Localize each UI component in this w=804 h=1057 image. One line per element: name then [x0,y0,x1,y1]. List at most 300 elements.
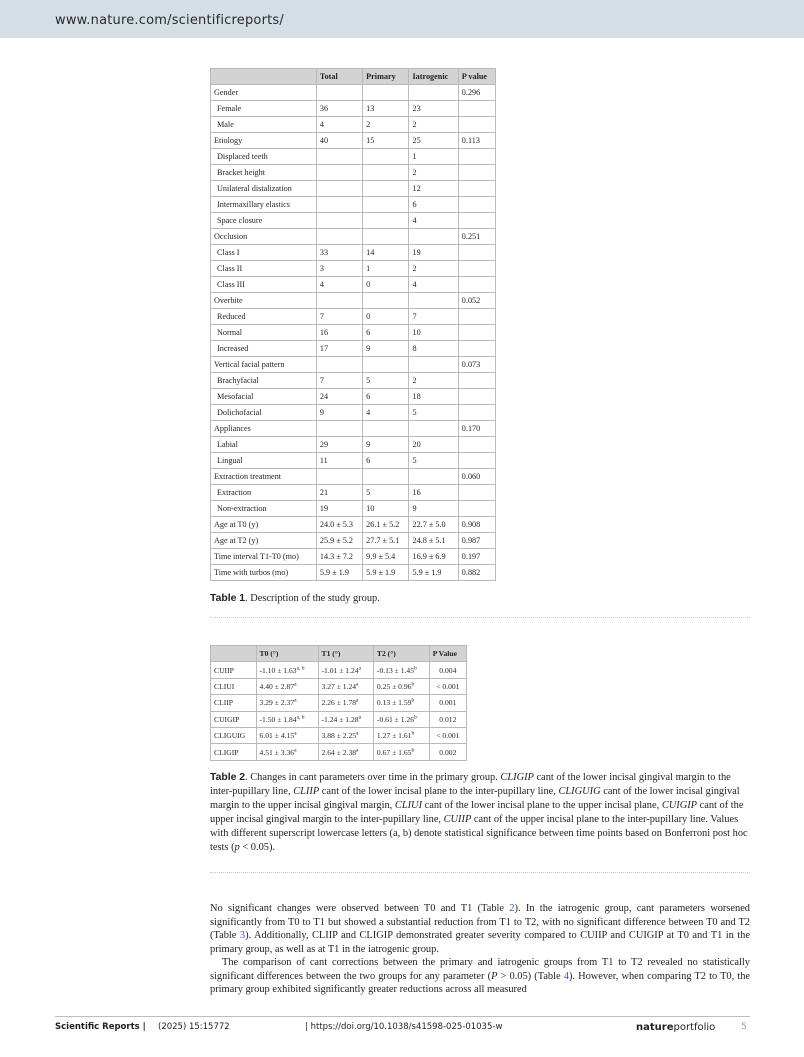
row-label: Mesofacial [211,389,317,405]
table-cell: 5 [363,373,409,389]
table-cell: 7 [409,309,458,325]
table-cell: 10 [409,325,458,341]
table-cell [363,229,409,245]
row-label: Displaced teeth [211,149,317,165]
table-cell [256,711,318,727]
table-row [211,437,496,453]
cell-value: 1.27 ± 1.61 [376,731,412,741]
table-cell: 0.052 [458,293,495,309]
body-text [210,902,750,997]
site-header-bar [0,0,804,38]
table-cell: 4 [363,405,409,421]
table-cell: 0.908 [458,517,495,533]
cell-value: 4.40 ± 2.87 [259,681,295,691]
caption-fragment: CLIIP [293,786,320,797]
site-url[interactable]: www.nature.com/scientificreports/ [55,13,284,28]
text-fragment: The comparison of cant corrections between the primary and iatrogenic groups from T1 to T2 revealed no statistically significant differences between the two groups for any parameter ( [210,957,750,982]
table-reference-link[interactable]: 2 [509,903,515,914]
superscript-letter: a [356,697,359,704]
table-cell [373,727,429,743]
caption-fragment: CLIGUIG [558,786,601,797]
table-cell [363,293,409,309]
superscript-letter: a, b [296,665,305,672]
caption-fragment: < 0.05). [239,842,276,853]
text-fragment: No significant changes were observed between T0 and T1 (Table [210,903,510,914]
caption-fragment: cant of the upper incisal plane to the inter-pupillary line. Values with different superscript lowercase letters (a, b) denote statistical significance between time points based on Bonferroni post hoc tests ( [210,814,748,853]
table-cell [429,678,466,694]
table-cell: 6 [363,325,409,341]
table-row [211,373,496,389]
table-row [211,357,496,373]
table-cell [373,678,429,694]
table-cell: 24 [316,389,362,405]
row-label: CLIIP [211,695,257,711]
row-label: Brachyfacial [211,373,317,389]
superscript-letter: a, b [296,714,305,721]
table-row [211,117,496,133]
table-2-column-header: T0 (°) [256,646,318,662]
table-cell [256,727,318,743]
table-cell: 17 [316,341,362,357]
separator [210,872,750,873]
row-label: Time interval T1-T0 (mo) [211,549,317,565]
table-cell [458,501,495,517]
table-cell: 0.296 [458,85,495,101]
table-cell: 40 [316,133,362,149]
table-cell: 24.8 ± 5.1 [409,533,458,549]
text-fragment: ). Additionally, CLIIP and CLIGIP demonstrated greater severity compared to CUIIP and CUIGIP at T0 and T1 in the primary group, as well as at T1 in the iatrogenic group. [210,930,750,955]
table-cell [458,261,495,277]
superscript-letter: a [356,681,359,688]
table-cell: 9 [363,437,409,453]
table-cell: 6 [363,453,409,469]
table-cell [256,678,318,694]
row-label: Class I [211,245,317,261]
superscript-letter: a [294,730,297,737]
caption-fragment: p [234,842,240,853]
superscript-letter: a [358,714,362,721]
cell-value: 0.001 [439,698,457,708]
row-label: Unilateral distalization [211,181,317,197]
cell-value: 0.012 [439,714,457,724]
table-cell: 12 [409,181,458,197]
text-fragment: ). However, when comparing T2 to T0, the primary group exhibited significantly greater reductions across all measured [210,970,751,995]
table-cell [363,213,409,229]
table-cell: 9 [316,405,362,421]
table-1-header-row [211,69,496,85]
table-cell: 33 [316,245,362,261]
footer-issue: (2025) 15:15772 [158,1022,230,1032]
caption-fragment: cant of the lower incisal gingival margin to the inter-pupillary line, [210,772,731,797]
table-cell: 26.1 ± 5.2 [363,517,409,533]
row-label: Dolichofacial [211,405,317,421]
caption-fragment: cant of the lower incisal gingival margin to the upper incisal gingival margin, [210,786,740,811]
table-row [211,389,496,405]
row-label: Gender [211,85,317,101]
table-row [211,133,496,149]
table-1-column-header: Iatrogenic [409,69,458,85]
table-2-column-header [211,646,257,662]
table-cell: 11 [316,453,362,469]
table-row [211,405,496,421]
table-cell: 6 [409,197,458,213]
row-label: Bracket height [211,165,317,181]
cell-value: -1.24 ± 1.28 [321,714,359,724]
table-cell [409,421,458,437]
table-cell: 4 [409,213,458,229]
table-1-column-header: P value [458,69,495,85]
caption-fragment: cant of the lower incisal plane to the inter-pupillary line, [319,786,559,797]
table-cell [458,197,495,213]
table-row [211,565,496,581]
table-cell: 6 [363,389,409,405]
table-cell [363,181,409,197]
table-cell: 0 [363,277,409,293]
table-cell [318,662,373,678]
row-label: Male [211,117,317,133]
table-cell: 18 [409,389,458,405]
cell-value: 3.27 ± 1.24 [321,681,357,691]
table-row [211,501,496,517]
superscript-letter: b [414,665,417,672]
cell-value: -1.10 ± 1.63 [259,665,297,675]
table-cell [363,149,409,165]
row-label: Class III [211,277,317,293]
row-label: Non-extraction [211,501,317,517]
table-cell [318,744,373,760]
table-row [211,229,496,245]
superscript-letter: a [356,747,359,753]
nature-portfolio-logo [636,1022,715,1033]
table-cell [316,165,362,181]
cell-value: 0.67 ± 1.65 [376,747,412,757]
table-cell [316,421,362,437]
caption-fragment: CUIIP [443,814,472,825]
table-cell: 24.0 ± 5.3 [316,517,362,533]
table-cell: 9 [363,341,409,357]
table-row [211,85,496,101]
row-label: CUIGIP [211,711,257,727]
table-cell [316,181,362,197]
table-cell: 8 [409,341,458,357]
table-cell: 23 [409,101,458,117]
table-cell: 2 [409,165,458,181]
table-row [211,197,496,213]
table-1-column-header: Total [316,69,362,85]
table-cell: 13 [363,101,409,117]
row-label: Overbite [211,293,317,309]
footer-divider [55,1016,750,1017]
table-cell: 0 [363,309,409,325]
table-cell [316,213,362,229]
cell-value: -0.61 ± 1.26 [376,714,414,724]
separator [210,617,750,618]
table-cell [409,85,458,101]
superscript-letter: b [411,681,415,688]
table-1-column-header [211,69,317,85]
logo-bold: nature [636,1022,674,1033]
table-cell: 0.251 [458,229,495,245]
table-cell [363,421,409,437]
table-row [211,744,467,760]
cell-value: 3.29 ± 2.37 [259,698,295,708]
table-cell [318,678,373,694]
table-row [211,213,496,229]
table-row [211,678,467,694]
table-cell [363,85,409,101]
table-cell [373,695,429,711]
row-label: Extraction [211,485,317,501]
page-number: 5 [741,1022,747,1032]
row-label: Appliances [211,421,317,437]
table-cell [316,469,362,485]
table-cell [458,181,495,197]
table-cell: 2 [409,373,458,389]
table-cell [316,197,362,213]
table-row [211,517,496,533]
table-cell [409,469,458,485]
table-cell [429,727,466,743]
table-1 [210,68,496,581]
table-1-caption [210,592,380,606]
table-cell [318,695,373,711]
logo-light: portfolio [673,1022,716,1033]
footer-doi-link[interactable]: | https://doi.org/10.1038/s41598-025-01035-w [305,1022,503,1032]
row-label: Increased [211,341,317,357]
table-cell [458,341,495,357]
row-label: Extraction treatment [211,469,317,485]
table-row [211,293,496,309]
row-label: CLIGUIG [211,727,257,743]
cell-value: < 0.001 [436,731,460,741]
table-cell [318,711,373,727]
caption-fragment: CLIGIP [500,772,534,783]
table-reference-link[interactable]: 3 [239,930,246,941]
table-cell [363,469,409,485]
table-cell: 0.882 [458,565,495,581]
footer-journal: Scientific Reports | [55,1022,146,1032]
row-label: CLIGIP [211,744,257,760]
table-cell: 5.9 ± 1.9 [409,565,458,581]
table-cell: 14 [363,245,409,261]
table-cell: 5 [409,405,458,421]
table-cell [458,453,495,469]
cell-value: 3.88 ± 2.25 [321,731,357,741]
table-cell [458,245,495,261]
table-cell [316,293,362,309]
table-cell [458,277,495,293]
text-fragment: ). In the iatrogenic group, cant parameters worsened significantly from T0 to T1 but showed a substantial reduction from T1 to T2, with no significant difference between T0 and T2 (Table [210,903,751,941]
table-row [211,485,496,501]
table-cell [409,293,458,309]
table-cell [409,229,458,245]
table-2-column-header: T1 (°) [318,646,373,662]
superscript-letter: b [411,697,415,704]
superscript-letter: a [356,730,359,737]
cell-value: 0.002 [439,747,457,757]
table-cell [458,405,495,421]
table-2 [210,645,467,761]
caption-fragment: CUIGIP [661,800,698,811]
table-row [211,325,496,341]
table-2-caption [210,771,750,855]
row-label: Reduced [211,309,317,325]
table-cell [316,149,362,165]
cell-value: 0.13 ± 1.59 [376,698,412,708]
table-cell: 0.073 [458,357,495,373]
table-cell: 25.9 ± 5.2 [316,533,362,549]
table-2-caption-label: Table 2 [210,772,246,783]
table-cell: 19 [409,245,458,261]
table-cell: 4 [316,277,362,293]
row-label: Female [211,101,317,117]
table-cell: 1 [363,261,409,277]
table-1-column-header: Primary [363,69,409,85]
table-cell: 0.113 [458,133,495,149]
table-row [211,101,496,117]
table-cell: 19 [316,501,362,517]
table-cell: 25 [409,133,458,149]
superscript-letter: a [294,697,297,704]
table-cell [458,485,495,501]
table-cell: 14.3 ± 7.2 [316,549,362,565]
cell-value: 0.004 [439,665,457,675]
table-row [211,341,496,357]
table-row [211,695,467,711]
cell-value: 0.25 ± 0.96 [376,681,412,691]
row-label: Time with turbos (mo) [211,565,317,581]
table-row [211,309,496,325]
table-cell: 20 [409,437,458,453]
table-row [211,181,496,197]
paragraph [210,902,750,956]
row-label: Space closure [211,213,317,229]
caption-fragment: cant of the lower incisal plane to the upper incisal plane, [422,800,662,811]
table-cell: 0.170 [458,421,495,437]
table-row [211,662,467,678]
table-cell [373,744,429,760]
table-cell: 29 [316,437,362,453]
table-cell [458,117,495,133]
cell-value: 2.26 ± 1.78 [321,698,357,708]
table-cell [458,213,495,229]
table-cell [429,744,466,760]
table-2-body [211,662,467,760]
table-cell: 5 [363,485,409,501]
table-cell: 0.197 [458,549,495,565]
table-cell [363,357,409,373]
table-cell [363,197,409,213]
table-row [211,533,496,549]
table-cell: 2 [409,261,458,277]
table-cell [458,149,495,165]
table-cell [409,357,458,373]
table-1-body [211,85,496,581]
table-cell [458,437,495,453]
table-cell [458,309,495,325]
row-label: Vertical facial pattern [211,357,317,373]
row-label: CLIUI [211,678,257,694]
table-cell: 0.060 [458,469,495,485]
cell-value: -0.13 ± 1.45 [376,665,414,675]
table-cell: 3 [316,261,362,277]
table-cell: 4 [316,117,362,133]
table-cell: 16.9 ± 6.9 [409,549,458,565]
cell-value: -1.01 ± 1.24 [321,665,359,675]
table-cell: 9.9 ± 5.4 [363,549,409,565]
table-cell: 2 [363,117,409,133]
superscript-letter: a [294,747,297,753]
table-2-column-header: P Value [429,646,466,662]
table-cell [316,357,362,373]
paragraph [210,956,750,997]
table-cell: 15 [363,133,409,149]
cell-value: 6.01 ± 4.15 [259,731,295,741]
table-cell [458,325,495,341]
table-1-caption-label: Table 1 [210,593,246,604]
caption-fragment: CLIUI [394,800,423,811]
superscript-letter: a [294,681,297,688]
text-fragment: > 0.05) (Table [497,970,564,982]
cell-value: 4.51 ± 3.36 [259,747,295,757]
superscript-letter: b [414,714,417,721]
table-cell: 16 [409,485,458,501]
cell-value: 2.64 ± 2.38 [321,747,357,757]
superscript-letter: a [358,665,362,672]
cell-value: -1.50 ± 1.84 [259,714,297,724]
table-cell: 36 [316,101,362,117]
table-cell [373,711,429,727]
row-label: Occlusion [211,229,317,245]
table-cell [318,727,373,743]
caption-fragment: cant of the upper incisal gingival margin to the inter-pupillary line, [210,800,744,825]
cell-value: < 0.001 [436,681,460,691]
table-cell [256,662,318,678]
row-label: Normal [211,325,317,341]
table-cell [429,711,466,727]
table-cell [458,373,495,389]
table-cell [458,165,495,181]
row-label: Lingual [211,453,317,469]
table-row [211,549,496,565]
table-2-header-row [211,646,467,662]
table-cell: 9 [409,501,458,517]
table-row [211,245,496,261]
row-label: Age at T0 (y) [211,517,317,533]
table-cell [458,101,495,117]
superscript-letter: b [411,730,415,737]
table-1-caption-text: . Description of the study group. [245,593,380,604]
table-row [211,149,496,165]
table-cell: 5.9 ± 1.9 [316,565,362,581]
table-row [211,261,496,277]
table-cell: 22.7 ± 5.0 [409,517,458,533]
table-cell: 0.987 [458,533,495,549]
table-cell: 16 [316,325,362,341]
table-row [211,469,496,485]
table-cell: 5 [409,453,458,469]
table-cell [363,165,409,181]
table-cell [373,662,429,678]
row-label: Labial [211,437,317,453]
table-reference-link[interactable]: 4 [563,970,569,982]
table-cell [256,744,318,760]
caption-fragment: . Changes in cant parameters over time in the primary group. [245,772,501,783]
table-row [211,727,467,743]
table-cell: 5.9 ± 1.9 [363,565,409,581]
table-cell: 2 [409,117,458,133]
text-fragment: P [491,970,498,982]
